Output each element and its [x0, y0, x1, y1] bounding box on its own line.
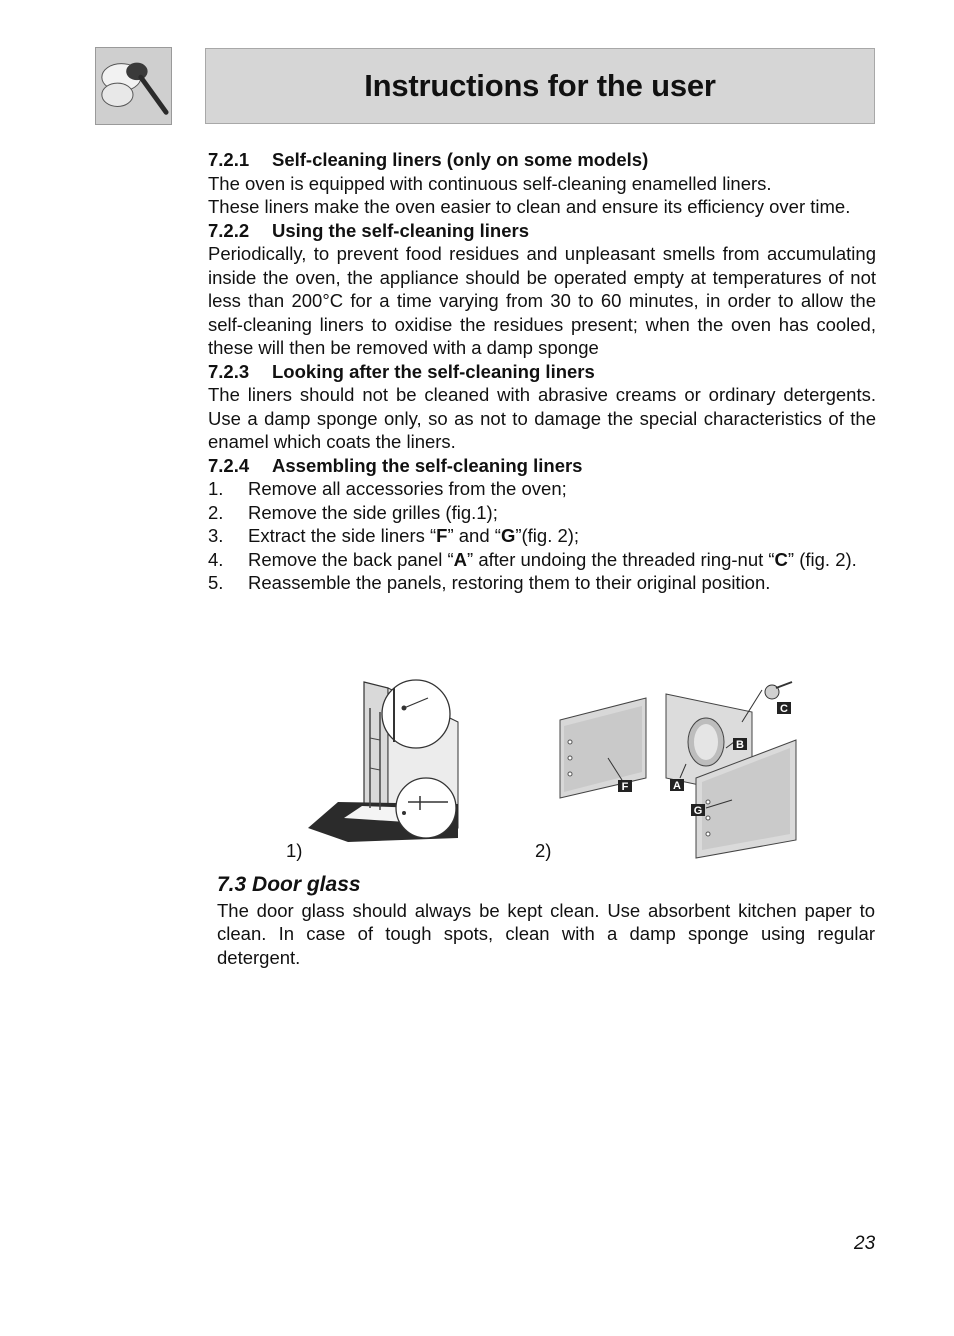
section-7-2-2-para: Periodically, to prevent food residues and unpleasant smells from accumulating inside the oven, the appliance should be operated empty at temperatures of not less than 200°C for a time varying from 30 to 60 minutes, in order to allow the self-cleaning liners to oxidise the residues present; when the oven has cooled, these will then be removed with a damp sponge	[208, 243, 876, 358]
section-7-3-para: The door glass should always be kept clean. Use absorbent kitchen paper to clean. In case of tough spots, clean with a damp sponge using regular detergent.	[217, 899, 875, 968]
chef-logo	[95, 47, 172, 125]
figure-1-oven-grilles	[308, 678, 468, 844]
part-f-label: F	[621, 781, 629, 793]
section-7-2-1-para1: The oven is equipped with continuous self-cleaning enamelled liners.	[208, 172, 772, 194]
list-item: 5. Reassemble the panels, restoring them to their original position.	[208, 572, 771, 593]
figure-2-liners	[556, 674, 801, 862]
section-7-3	[217, 873, 875, 969]
content-area	[208, 148, 876, 595]
list-item: 1. Remove all accessories from the oven;	[208, 478, 567, 499]
section-7-2-3-heading: 7.2.3 Looking after the self-cleaning liners	[208, 360, 595, 382]
chef-spoon-icon	[96, 48, 171, 124]
section-7-2-1-heading: 7.2.1 Self-cleaning liners (only on some models)	[208, 149, 649, 170]
part-c-label: C	[780, 703, 788, 715]
figures-area	[208, 672, 876, 866]
list-item: 2. Remove the side grilles (fig.1);	[208, 501, 498, 523]
part-g-label: G	[693, 805, 703, 817]
list-item: 4. Remove the back panel “A” after undoing the threaded ring-nut “C” (fig. 2).	[208, 548, 857, 570]
page-number: 23	[854, 1233, 876, 1254]
figure-2-label: 2)	[535, 840, 552, 861]
section-7-2-2-heading: 7.2.2 Using the self-cleaning liners	[208, 219, 530, 241]
section-7-2-4-heading: 7.2.4 Assembling the self-cleaning liners	[208, 454, 583, 476]
page-title: Instructions for the user	[364, 68, 716, 103]
part-b-label: B	[736, 739, 744, 751]
section-7-2-1-para2: These liners make the oven easier to clean and ensure its efficiency over time.	[208, 196, 851, 217]
section-7-3-heading: 7.3 Door glass	[217, 873, 361, 896]
header-bar	[205, 48, 875, 124]
list-item: 3. Extract the side liners “F” and “G”(fig. 2);	[208, 525, 580, 546]
part-a-label: A	[673, 780, 681, 792]
figure-1-label: 1)	[286, 840, 303, 861]
assembly-steps	[208, 477, 876, 595]
section-7-2-3-para: The liners should not be cleaned with abrasive creams or ordinary detergents. Use a damp sponge only, so as not to damage the special characteristics of the enamel which coats the liners.	[208, 384, 876, 452]
